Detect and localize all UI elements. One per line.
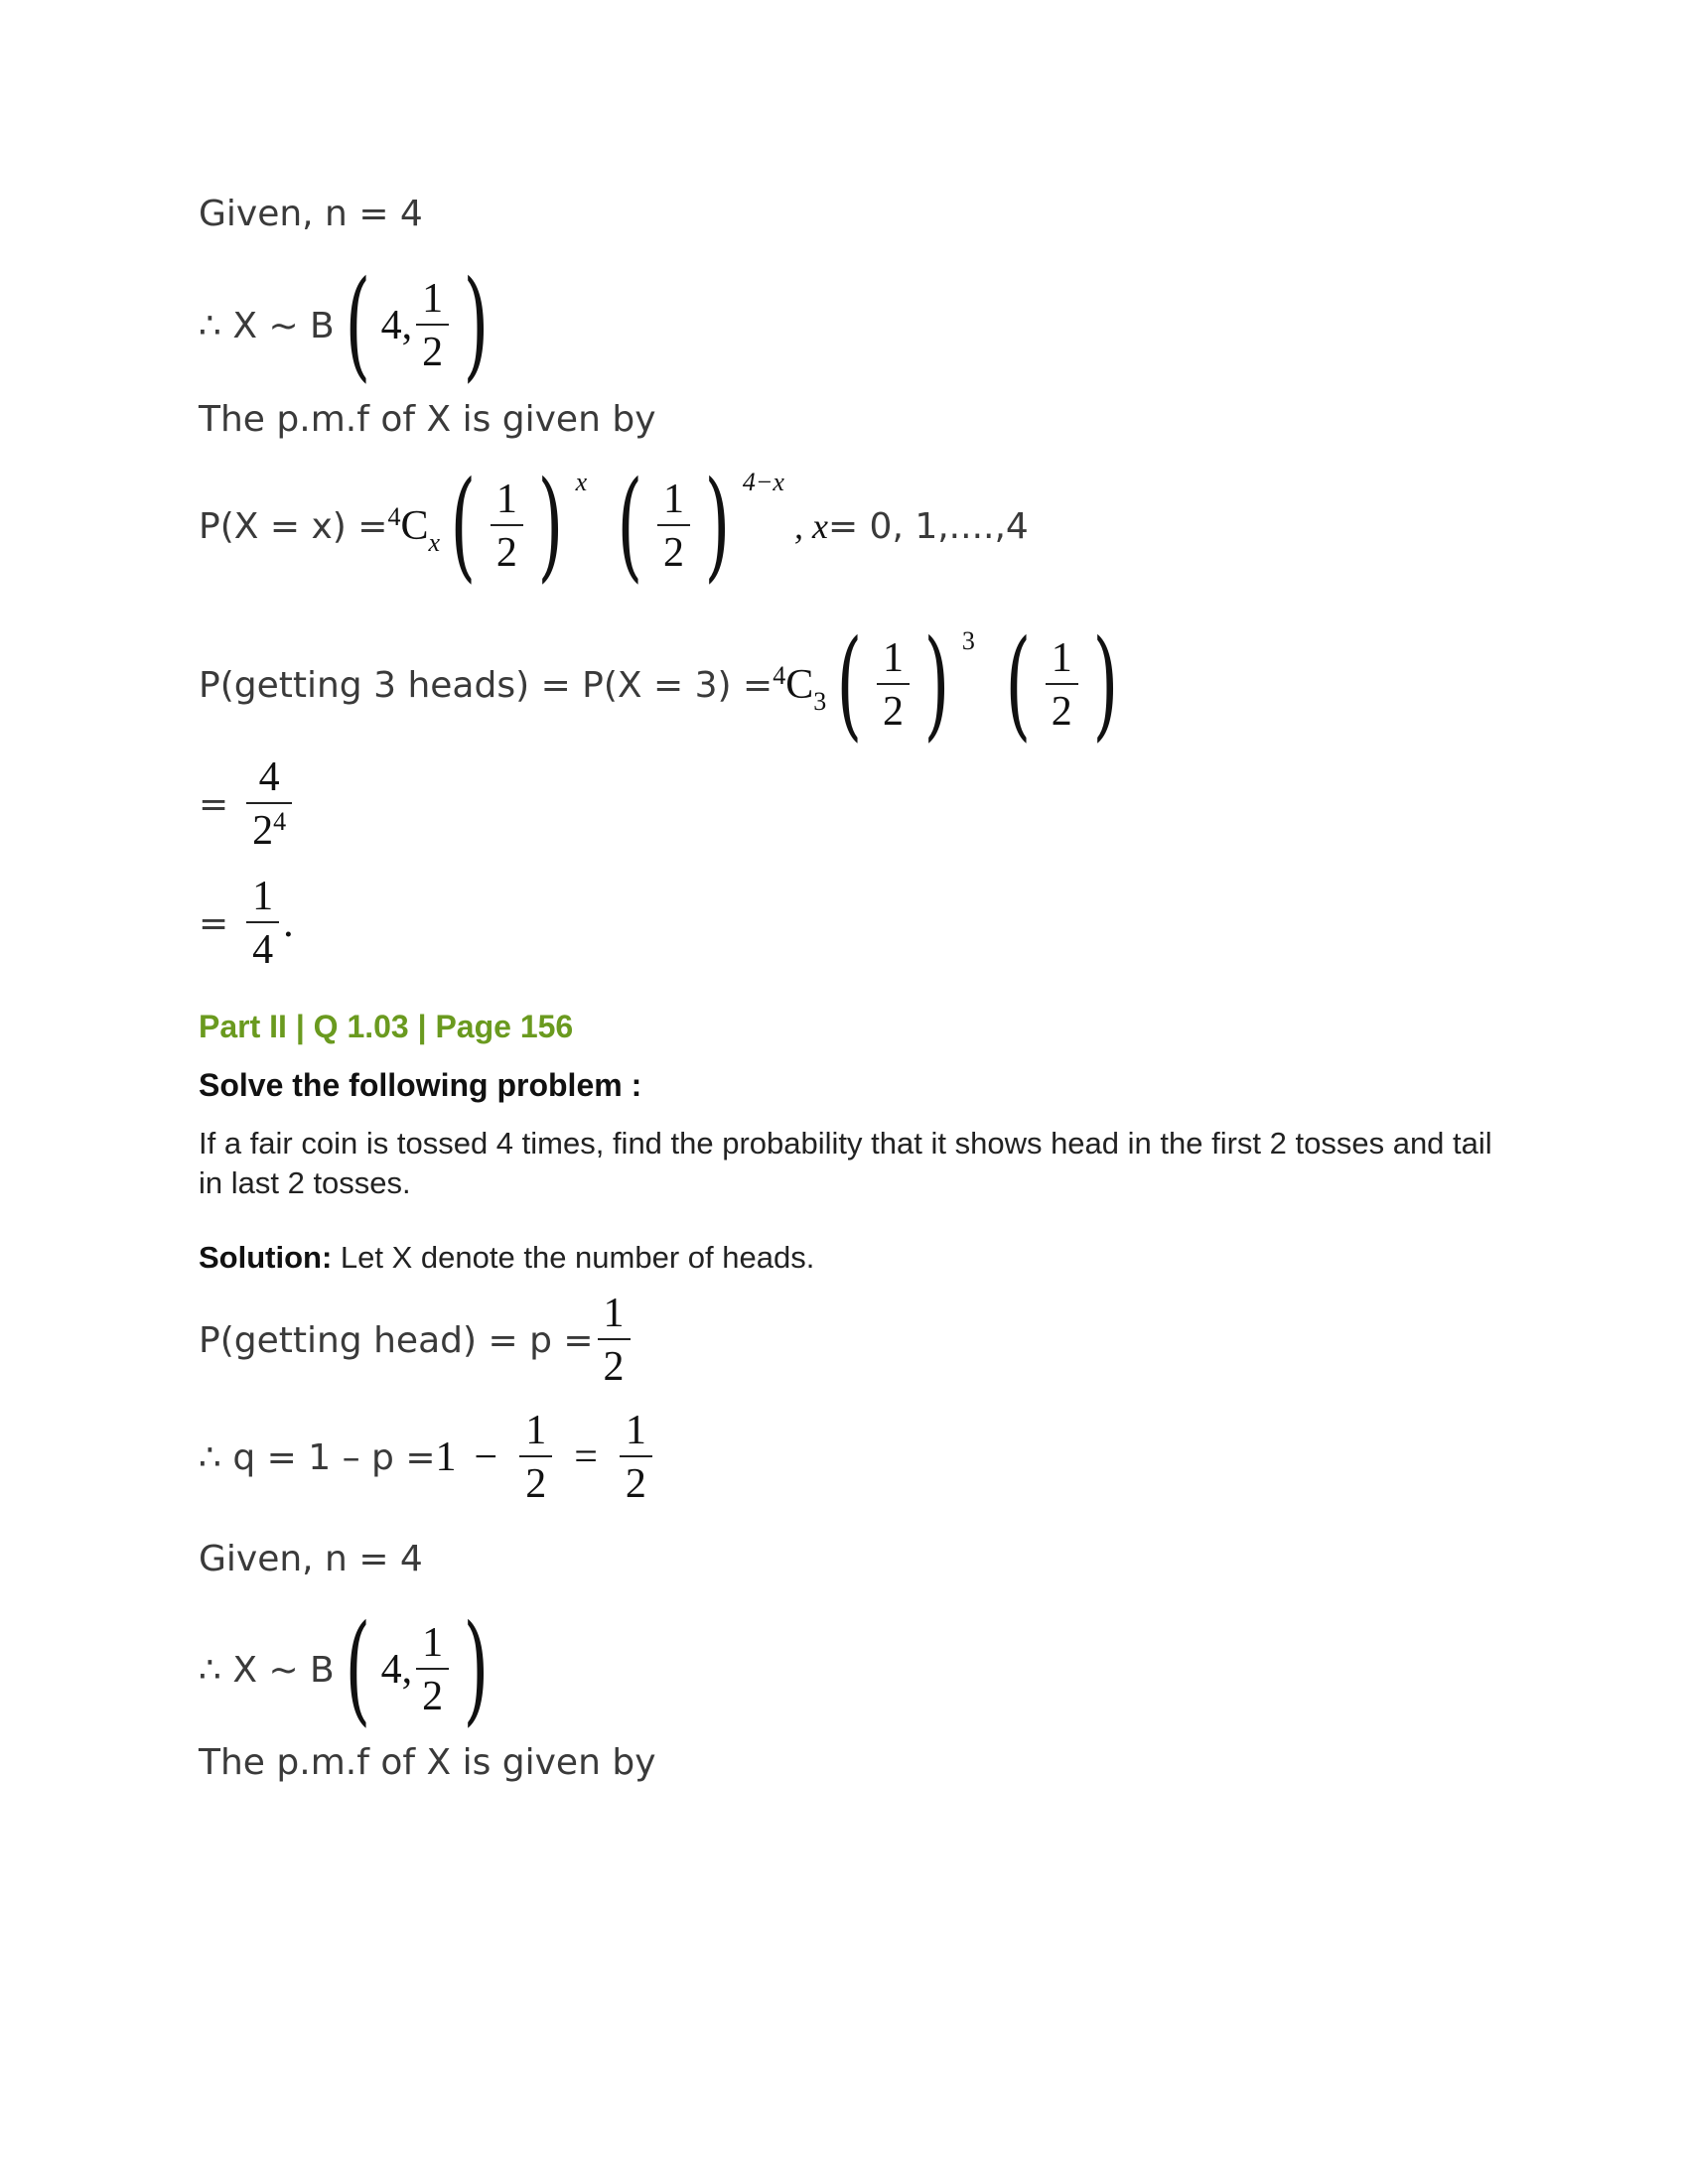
pmf-lhs: P(X = x) = <box>199 505 388 547</box>
half-power-x: ( $\frac{1}{2}$ ) x <box>450 457 588 595</box>
given-n-line: Given, n = 4 <box>199 194 423 234</box>
binomial-distribution-line <box>199 256 499 394</box>
combination-3: $^4C_3$ <box>773 661 827 716</box>
half-power-4-minus-x: ( $\frac{1}{2}$ ) 4−x <box>617 457 784 595</box>
three-heads-lhs: P(getting 3 heads) = P(X = 3) = <box>199 664 774 706</box>
solution-line <box>199 1238 1509 1278</box>
three-heads-line <box>199 615 1129 753</box>
solution-text: Let X denote the number of heads. <box>332 1240 815 1275</box>
half: ( $\frac{1}{2}$ ) <box>1005 615 1118 753</box>
p-value: $\frac{1}{2}$ <box>598 1293 631 1388</box>
one-quarter: $\frac{1}{4}$ <box>246 876 279 971</box>
combination: $^4C_x$ <box>387 502 440 557</box>
binomial-distribution-line-2: ∴ X ~ B ( 4, $\frac{1}{2}$ ) <box>199 1610 499 1729</box>
q-line: ∴ q = 1 – p = 1 − $\frac{1}{2}$ = $\frac{1}{2}$ <box>199 1410 656 1505</box>
solution-label: Solution: <box>199 1240 333 1275</box>
p-head-line <box>199 1293 634 1388</box>
question-instruction: Solve the following problem : <box>199 1067 642 1103</box>
pmf-range-variable: , x <box>793 506 828 546</box>
q-value: $\frac{1}{2}$ <box>620 1410 652 1505</box>
half-cubed: ( $\frac{1}{2}$ ) 3 <box>836 615 975 753</box>
result-line-2: = $\frac{1}{4}$ . <box>199 874 294 973</box>
pmf-range: = 0, 1,....,4 <box>827 505 1029 547</box>
pmf-intro: The p.m.f of X is given by <box>199 399 656 440</box>
pmf-formula <box>199 457 1029 595</box>
q-subtract-fraction: $\frac{1}{2}$ <box>519 1410 552 1505</box>
distribution-params: ( 4, $\frac{1}{2}$ ) <box>345 256 490 394</box>
distribution-params-2: ( 4, $\frac{1}{2}$ ) <box>345 1600 490 1738</box>
question-reference: Part II | Q 1.03 | Page 156 <box>199 1009 574 1044</box>
distribution-n: 4, <box>380 303 413 348</box>
q-lhs: ∴ q = 1 – p = <box>199 1436 436 1478</box>
four-over-2-pow-4: $\frac{4}{2^4}$ <box>246 756 292 852</box>
given-n-line-2: Given, n = 4 <box>199 1539 423 1579</box>
question-text: If a fair coin is tossed 4 times, find the probability that it shows head in the first 2 tosses and tail in last 2 tosses. <box>199 1126 1492 1200</box>
result-line-1: = $\frac{4}{2^4}$ <box>199 756 296 852</box>
pmf-intro-2: The p.m.f of X is given by <box>199 1742 656 1783</box>
distribution-prefix: ∴ X ~ B <box>199 305 335 346</box>
fraction-half: $\frac{1}{2}$ <box>416 278 449 373</box>
p-head-lhs: P(getting head) = p = <box>199 1319 594 1361</box>
